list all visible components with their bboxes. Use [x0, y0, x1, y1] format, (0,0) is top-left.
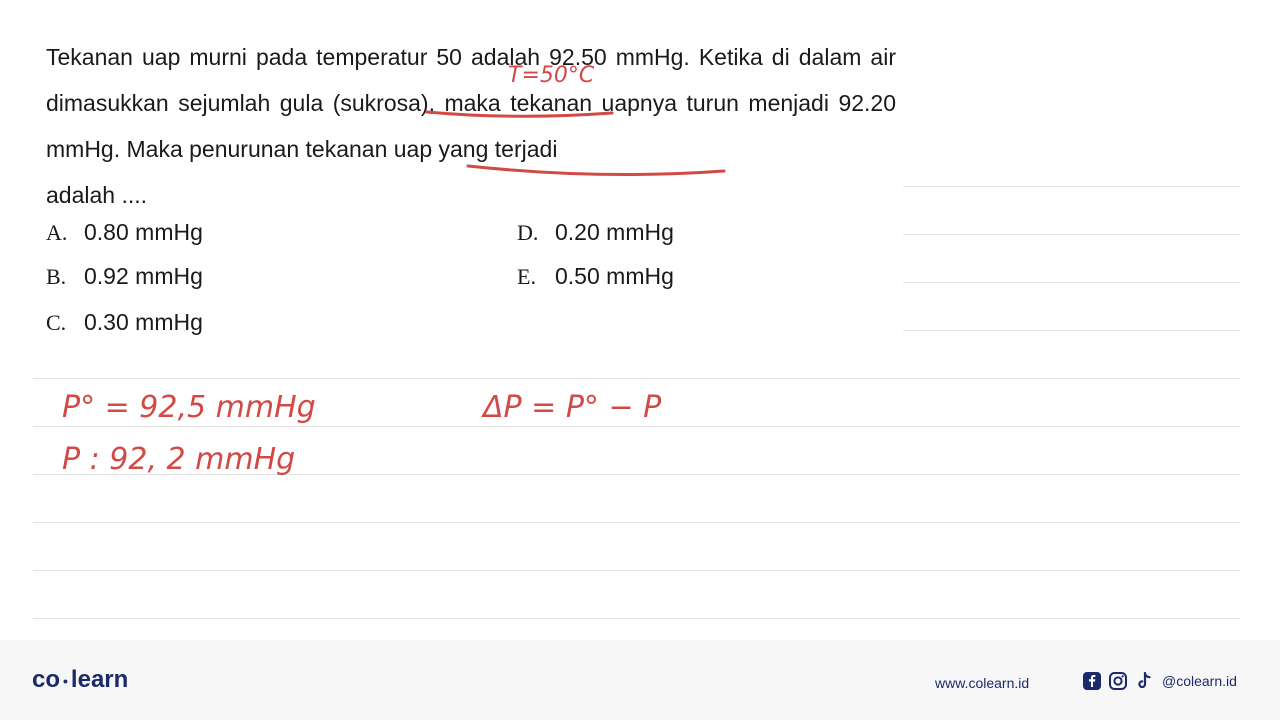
instagram-icon[interactable]	[1108, 671, 1128, 691]
ruled-line	[33, 378, 1240, 379]
option-letter: A.	[46, 220, 68, 245]
option-text: 0.50 mmHg	[555, 263, 674, 289]
social-links	[1082, 671, 1237, 691]
p-equation: P : 92, 2 mmHg	[62, 442, 296, 477]
logo-left: co	[32, 666, 61, 693]
footer-bar	[0, 640, 1280, 720]
question-line-2: dalam air dimasukkan sejumlah gula (sukrosa), maka tekanan uapnya	[46, 44, 896, 116]
tiktok-icon[interactable]	[1134, 671, 1154, 691]
social-handle[interactable]: @colearn.id	[1162, 673, 1237, 689]
option-text: 0.30 mmHg	[84, 309, 203, 335]
option-letter: C.	[46, 310, 67, 335]
option-c[interactable]	[46, 307, 203, 338]
option-letter: D.	[517, 220, 539, 245]
ruled-line	[33, 570, 1240, 571]
option-text: 0.20 mmHg	[555, 219, 674, 245]
ruled-line	[903, 330, 1240, 331]
question-text	[46, 34, 896, 218]
temp-note: T=50°C	[508, 63, 595, 88]
question-line-3: turun menjadi 92.20 mmHg. Maka penurunan tekanan uap yang terjadi	[46, 90, 897, 162]
logo-right: learn	[70, 666, 129, 693]
facebook-icon[interactable]	[1082, 671, 1102, 691]
question-line-1: Tekanan uap murni pada temperatur 50 adalah 92.50 mmHg. Ketika di	[46, 44, 790, 70]
website-link[interactable]: www.colearn.id	[935, 675, 1030, 691]
ruled-line	[903, 186, 1240, 187]
ruled-line	[903, 234, 1240, 235]
ruled-line	[903, 282, 1240, 283]
ruled-line	[33, 474, 1240, 475]
logo-dot: •	[63, 672, 68, 689]
colearn-logo	[32, 666, 128, 694]
option-letter: E.	[517, 264, 536, 289]
option-a[interactable]	[46, 217, 203, 248]
ruled-line	[33, 426, 1240, 427]
option-letter: B.	[46, 264, 67, 289]
option-b[interactable]	[46, 261, 203, 292]
option-d[interactable]	[517, 217, 674, 248]
ruled-line	[33, 522, 1240, 523]
question-line-4: adalah ....	[46, 182, 148, 208]
option-text: 0.80 mmHg	[84, 219, 203, 245]
p0-equation: P° = 92,5 mmHg	[62, 390, 316, 425]
option-e[interactable]	[517, 261, 674, 292]
ruled-line	[33, 618, 1240, 619]
option-text: 0.92 mmHg	[84, 263, 203, 289]
delta-p-equation: ΔP = P° − P	[483, 390, 662, 425]
